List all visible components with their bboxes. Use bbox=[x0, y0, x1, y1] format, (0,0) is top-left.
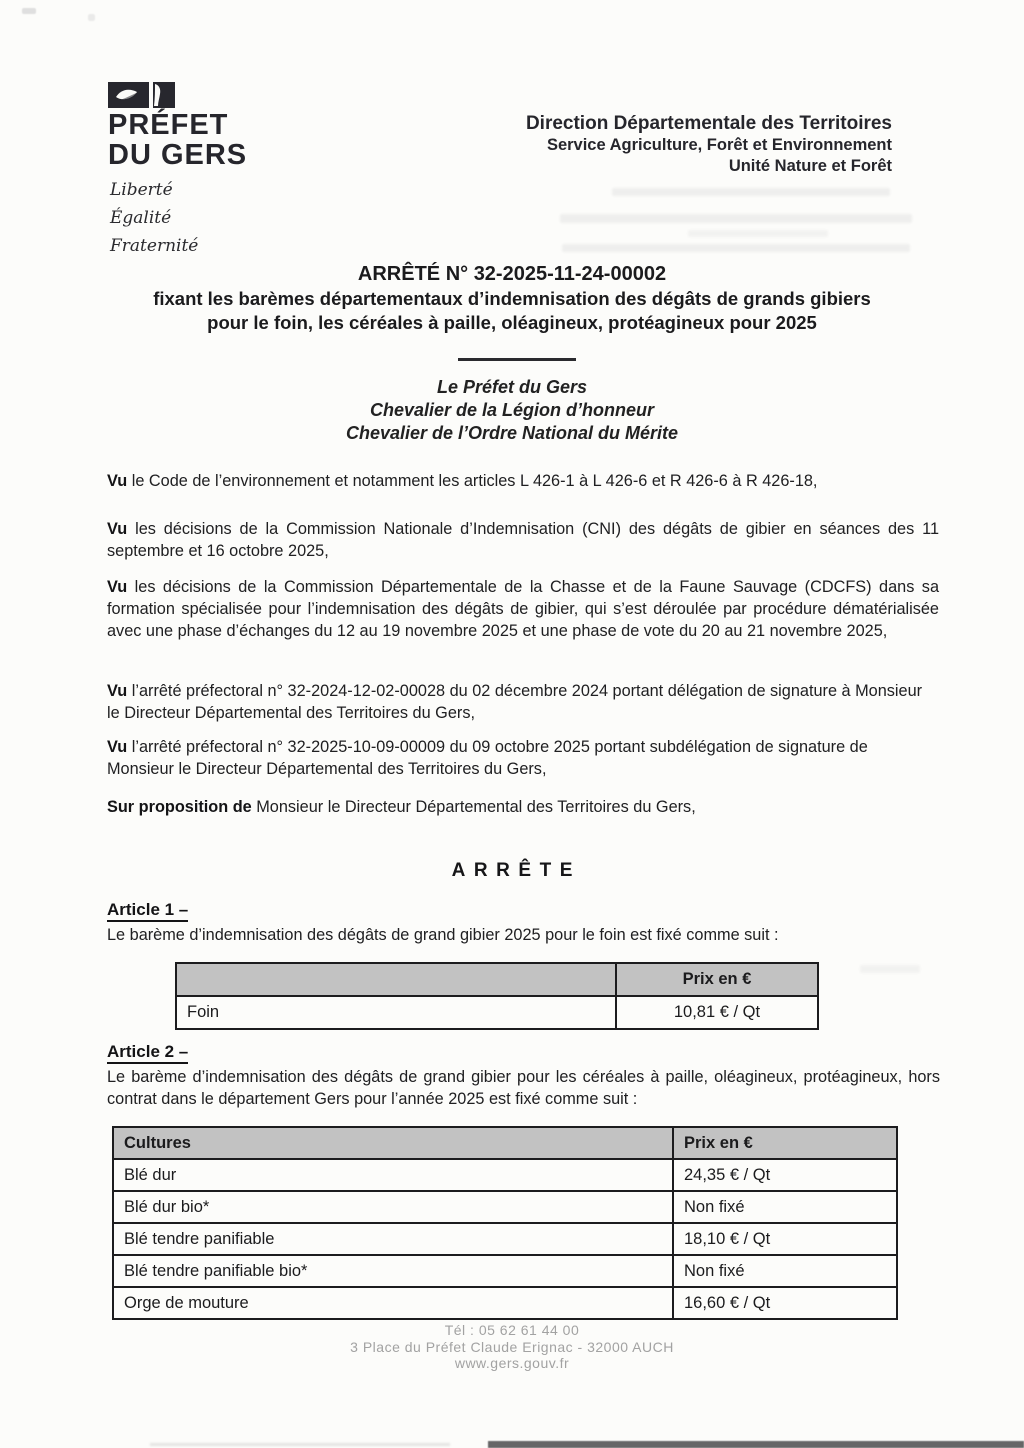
decree-subject-line2: pour le foin, les céréales à paille, oléagineux, protéagineux pour 2025 bbox=[207, 312, 817, 333]
recital-vu-1 bbox=[107, 470, 939, 492]
article2-body: Le barème d’indemnisation des dégâts de grand gibier pour les céréales à paille, oléagineux, protéagineux, hors contrat dans le département Gers pour l’année 2025 est fixé comme suit : bbox=[107, 1068, 940, 1108]
table-row bbox=[176, 996, 818, 1029]
article1-body: Le barème d’indemnisation des dégâts de grand gibier 2025 pour le foin est fixé comme suit : bbox=[107, 926, 779, 944]
table-row bbox=[113, 1255, 897, 1287]
table-row bbox=[113, 1287, 897, 1319]
scan-speck bbox=[22, 8, 36, 14]
foin-price-table bbox=[175, 962, 819, 1030]
crop-label: Blé dur bbox=[113, 1159, 673, 1191]
recital-lead: Vu bbox=[107, 520, 128, 538]
recital-vu-3 bbox=[107, 576, 939, 642]
service-department: Service Agriculture, Forêt et Environnement bbox=[546, 136, 892, 154]
authority-honor2: Chevalier de l’Ordre National du Mérite bbox=[345, 423, 679, 443]
recital-proposition bbox=[107, 796, 939, 818]
crop-label: Foin bbox=[176, 996, 616, 1029]
article1-heading-text: Article 1 – bbox=[107, 900, 188, 922]
title-divider-rule bbox=[458, 358, 576, 361]
article1-heading bbox=[107, 900, 188, 920]
footer-phone: Tél : 05 62 61 44 00 bbox=[444, 1322, 580, 1338]
bleed-through-artifact bbox=[612, 188, 890, 196]
crop-price: 18,10 € / Qt bbox=[673, 1223, 897, 1255]
recital-lead: Vu bbox=[107, 578, 128, 596]
recital-text: les décisions de la Commission Départementale de la Chasse et de la Faune Sauvage (CDCFS) dans sa formation spécialisée pour l’indemnisation des dégâts de gibier, qui s’est déroulée par procédure dématérialisée avec une phase d’échanges du 12 au 19 novembre 2025 et une phase de vote du 20 au 21 novembre 2025, bbox=[107, 578, 939, 640]
scan-edge-bar bbox=[488, 1441, 1024, 1448]
table-row bbox=[113, 1223, 897, 1255]
prefecture-name-line2: DU GERS bbox=[108, 139, 248, 171]
prefecture-name-line1: PRÉFET bbox=[108, 109, 229, 141]
footer-address: 3 Place du Préfet Claude Erignac - 32000 AUCH bbox=[350, 1338, 674, 1355]
crop-price: Non fixé bbox=[673, 1255, 897, 1287]
table-header-price: Prix en € bbox=[616, 963, 818, 996]
recital-vu-4 bbox=[107, 680, 939, 724]
recital-text: l’arrêté préfectoral n° 32-2024-12-02-00028 du 02 décembre 2024 portant délégation de signature à Monsieur le Directeur Départemental des Territoires du Gers, bbox=[107, 682, 923, 722]
bleed-through-artifact bbox=[688, 230, 828, 237]
table-header-row bbox=[113, 1127, 897, 1159]
crop-price: 24,35 € / Qt bbox=[673, 1159, 897, 1191]
service-direction: Direction Départementale des Territoires bbox=[525, 113, 892, 134]
bleed-through-artifact bbox=[560, 214, 912, 223]
recital-vu-2 bbox=[107, 518, 939, 562]
decree-subject-line1: fixant les barèmes départementaux d’indemnisation des dégâts de grands gibiers bbox=[153, 288, 871, 309]
recital-text: le Code de l’environnement et notamment les articles L 426-1 à L 426-6 et R 426-6 à R 426-18, bbox=[127, 472, 818, 490]
crop-label: Blé tendre panifiable bbox=[113, 1223, 673, 1255]
prefecture-name bbox=[108, 110, 247, 170]
cereales-price-table bbox=[112, 1126, 898, 1320]
recital-lead: Vu bbox=[107, 472, 128, 490]
article2-heading bbox=[107, 1042, 188, 1062]
bleed-through-artifact bbox=[562, 244, 910, 252]
bleed-through-artifact bbox=[860, 965, 920, 973]
crop-price: Non fixé bbox=[673, 1191, 897, 1223]
table-header-row bbox=[176, 963, 818, 996]
crop-label: Blé tendre panifiable bio* bbox=[113, 1255, 673, 1287]
authority-honor1: Chevalier de la Légion d’honneur bbox=[369, 400, 655, 420]
crop-label: Orge de mouture bbox=[113, 1287, 673, 1319]
decree-number: ARRÊTÉ N° 32-2025-11-24-00002 bbox=[357, 263, 667, 285]
republic-motto bbox=[110, 176, 198, 260]
article2-heading-text: Article 2 – bbox=[107, 1042, 188, 1064]
table-row bbox=[113, 1159, 897, 1191]
table-row bbox=[113, 1191, 897, 1223]
crop-price: 16,60 € / Qt bbox=[673, 1287, 897, 1319]
page-footer bbox=[0, 1322, 1024, 1372]
recital-text: l’arrêté préfectoral n° 32-2025-10-09-00009 du 09 octobre 2025 portant subdélégation de signature de Monsieur le Directeur Départemental des Territoires du Gers, bbox=[107, 738, 868, 778]
recital-lead: Sur proposition de bbox=[107, 798, 252, 816]
recital-lead: Vu bbox=[107, 682, 128, 700]
arrete-heading: ARRÊTE bbox=[451, 860, 581, 881]
motto-egalite: Égalité bbox=[110, 208, 172, 228]
scan-smudge bbox=[150, 1443, 450, 1446]
crop-label: Blé dur bio* bbox=[113, 1191, 673, 1223]
issuing-service-block bbox=[526, 112, 892, 177]
table-header-empty bbox=[176, 963, 616, 996]
crop-price: 10,81 € / Qt bbox=[616, 996, 818, 1029]
motto-fraternite: Fraternité bbox=[110, 236, 199, 256]
recital-text: Monsieur le Directeur Départemental des Territoires du Gers, bbox=[251, 798, 696, 816]
footer-website: www.gers.gouv.fr bbox=[454, 1355, 570, 1371]
table-header-cultures: Cultures bbox=[113, 1127, 673, 1159]
recital-text: les décisions de la Commission Nationale d’Indemnisation (CNI) des dégâts de gibier en séances des 11 septembre et 16 octobre 2025, bbox=[107, 520, 939, 560]
recital-vu-5 bbox=[107, 736, 939, 780]
signing-authority bbox=[0, 376, 1024, 445]
scan-speck bbox=[88, 14, 95, 21]
decree-title bbox=[0, 262, 1024, 335]
motto-liberte: Liberté bbox=[110, 180, 173, 200]
recital-lead: Vu bbox=[107, 738, 128, 756]
authority-title: Le Préfet du Gers bbox=[436, 377, 588, 397]
service-unit: Unité Nature et Forêt bbox=[728, 157, 892, 175]
marianne-icon bbox=[108, 82, 176, 109]
table-header-price: Prix en € bbox=[673, 1127, 897, 1159]
